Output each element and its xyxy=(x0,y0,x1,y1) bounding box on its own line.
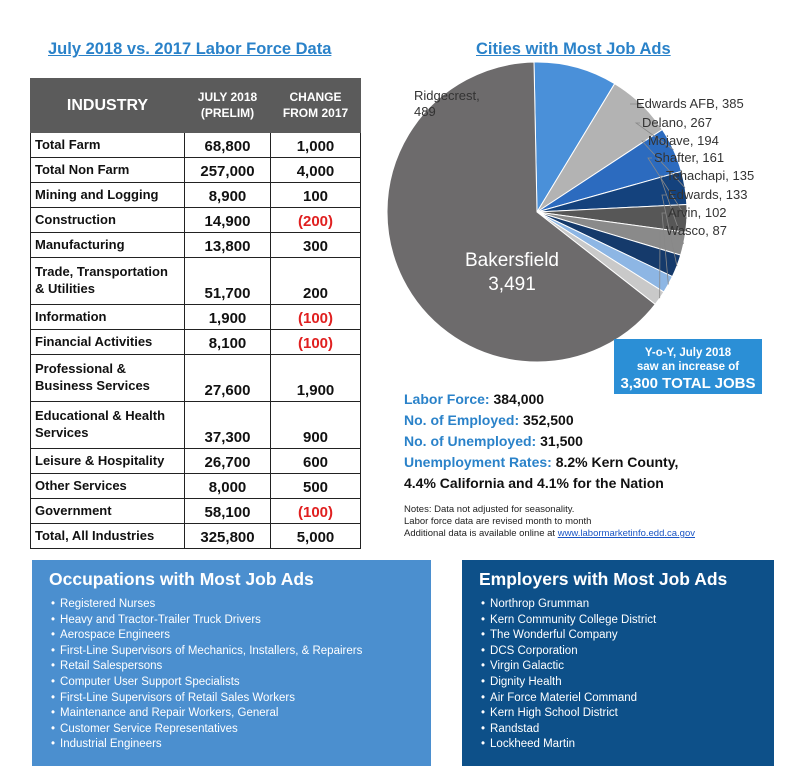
notes-line-3 xyxy=(404,528,695,540)
july-2018-cell: 8,900 xyxy=(185,183,271,208)
table-header-row xyxy=(31,79,361,133)
header-industry: INDUSTRY xyxy=(31,79,185,133)
table-row xyxy=(31,474,361,499)
unemployed-value: 31,500 xyxy=(540,433,583,449)
ridgecrest-label: Ridgecrest, xyxy=(414,88,480,103)
slice-label-shafter: Shafter, 161 xyxy=(654,150,725,165)
bakersfield-value: 3,491 xyxy=(488,274,536,295)
industry-cell: Information xyxy=(31,305,185,330)
july-2018-cell: 325,800 xyxy=(185,524,271,549)
yoy-line-1: Y-o-Y, July 2018 xyxy=(644,347,732,359)
employers-box xyxy=(462,560,774,766)
july-2018-cell: 27,600 xyxy=(185,355,271,402)
table-row xyxy=(31,233,361,258)
industry-cell: Total Non Farm xyxy=(31,158,185,183)
labor-force-table xyxy=(30,78,361,549)
industry-cell: Other Services xyxy=(31,474,185,499)
july-2018-cell: 257,000 xyxy=(185,158,271,183)
industry-cell: Mining and Logging xyxy=(31,183,185,208)
list-item: • Northrop Grumman xyxy=(481,597,774,613)
table-row xyxy=(31,524,361,549)
industry-cell: Leisure & Hospitality xyxy=(31,449,185,474)
table-row xyxy=(31,499,361,524)
industry-cell: Trade, Transportation & Utilities xyxy=(31,258,185,305)
industry-cell: Total Farm xyxy=(31,133,185,158)
industry-cell: Government xyxy=(31,499,185,524)
labor-force-value: 384,000 xyxy=(493,391,545,407)
slice-label-edwards-afb: Edwards AFB, 385 xyxy=(636,96,744,111)
july-2018-cell: 8,000 xyxy=(185,474,271,499)
pie-chart-title: Cities with Most Job Ads xyxy=(476,40,671,58)
occupations-list xyxy=(51,597,431,753)
change-cell: 200 xyxy=(271,258,361,305)
july-2018-cell: 37,300 xyxy=(185,402,271,449)
slice-label-tehachapi: Tehachapi, 135 xyxy=(666,168,755,183)
table-body xyxy=(31,133,361,549)
list-item: • Randstad xyxy=(481,722,774,738)
notes-line-3-text: Additional data is available online at xyxy=(404,528,558,539)
labor-force-stat xyxy=(404,391,544,407)
change-cell: (100) xyxy=(271,305,361,330)
list-item: • Registered Nurses xyxy=(51,597,431,613)
list-item: • Kern Community College District xyxy=(481,613,774,629)
slice-label-edwards: Edwards, 133 xyxy=(668,187,748,202)
list-item: • Heavy and Tractor-Trailer Truck Drivers xyxy=(51,613,431,629)
change-cell: 100 xyxy=(271,183,361,208)
list-item: • Industrial Engineers xyxy=(51,737,431,753)
list-item: • First-Line Supervisors of Retail Sales Workers xyxy=(51,691,431,707)
change-cell: 300 xyxy=(271,233,361,258)
july-2018-cell: 13,800 xyxy=(185,233,271,258)
labor-force-label: Labor Force: xyxy=(404,391,490,407)
notes xyxy=(404,504,695,540)
july-2018-cell: 51,700 xyxy=(185,258,271,305)
ridgecrest-value: 489 xyxy=(414,104,436,119)
table-row xyxy=(31,449,361,474)
industry-cell: Professional & Business Services xyxy=(31,355,185,402)
change-cell: (200) xyxy=(271,208,361,233)
list-item: • Customer Service Representatives xyxy=(51,722,431,738)
bakersfield-label: Bakersfield xyxy=(465,250,559,271)
yoy-increase-box xyxy=(614,339,762,394)
list-item: • Lockheed Martin xyxy=(481,737,774,753)
list-item: • Air Force Materiel Command xyxy=(481,691,774,707)
july-2018-cell: 14,900 xyxy=(185,208,271,233)
change-cell: 5,000 xyxy=(271,524,361,549)
table-row xyxy=(31,330,361,355)
list-item: • Retail Salespersons xyxy=(51,659,431,675)
list-item: • The Wonderful Company xyxy=(481,628,774,644)
table-row xyxy=(31,258,361,305)
employed-stat xyxy=(404,412,574,428)
slice-label-delano: Delano, 267 xyxy=(642,115,713,130)
list-item: • Computer User Support Specialists xyxy=(51,675,431,691)
industry-cell: Construction xyxy=(31,208,185,233)
employers-title: Employers with Most Job Ads xyxy=(479,569,728,589)
table-row xyxy=(31,402,361,449)
header-change: CHANGE FROM 2017 xyxy=(271,79,361,133)
employers-list xyxy=(481,597,774,753)
table-row xyxy=(31,208,361,233)
notes-line-2: Labor force data are revised month to month xyxy=(404,516,592,527)
change-cell: 4,000 xyxy=(271,158,361,183)
yoy-line-2: saw an increase of xyxy=(636,361,740,373)
list-item: • Dignity Health xyxy=(481,675,774,691)
change-cell: 900 xyxy=(271,402,361,449)
table-title: July 2018 vs. 2017 Labor Force Data xyxy=(48,40,332,58)
july-2018-cell: 8,100 xyxy=(185,330,271,355)
change-cell: 1,900 xyxy=(271,355,361,402)
slice-label-arvin: Arvin, 102 xyxy=(668,205,727,220)
table-row xyxy=(31,305,361,330)
unemployment-rates-label: Unemployment Rates: xyxy=(404,454,552,470)
job-ads-pie-chart xyxy=(380,60,770,370)
july-2018-cell: 58,100 xyxy=(185,499,271,524)
employed-value: 352,500 xyxy=(523,412,574,428)
change-cell: 500 xyxy=(271,474,361,499)
occupations-title: Occupations with Most Job Ads xyxy=(49,569,314,589)
industry-cell: Financial Activities xyxy=(31,330,185,355)
list-item: • Kern High School District xyxy=(481,706,774,722)
unemployment-rates-value: 8.2% Kern County, xyxy=(555,454,679,470)
unemployed-stat xyxy=(404,433,583,449)
change-cell: 600 xyxy=(271,449,361,474)
employed-label: No. of Employed: xyxy=(404,412,520,428)
list-item: • Virgin Galactic xyxy=(481,659,774,675)
table-row xyxy=(31,355,361,402)
industry-cell: Educational & Health Services xyxy=(31,402,185,449)
july-2018-cell: 26,700 xyxy=(185,449,271,474)
unemployment-rates-line2: 4.4% California and 4.1% for the Nation xyxy=(404,475,664,491)
change-cell: (100) xyxy=(271,330,361,355)
table-row xyxy=(31,133,361,158)
unemployment-rates-stat xyxy=(404,454,678,470)
list-item: • First-Line Supervisors of Mechanics, Installers, & Repairers xyxy=(51,644,431,660)
change-cell: (100) xyxy=(271,499,361,524)
occupations-box xyxy=(32,560,431,766)
july-2018-cell: 68,800 xyxy=(185,133,271,158)
unemployed-label: No. of Unemployed: xyxy=(404,433,537,449)
change-cell: 1,000 xyxy=(271,133,361,158)
table-row xyxy=(31,183,361,208)
list-item: • DCS Corporation xyxy=(481,644,774,660)
labormarketinfo-link[interactable]: www.labormarketinfo.edd.ca.gov xyxy=(557,528,695,539)
industry-cell: Total, All Industries xyxy=(31,524,185,549)
list-item: • Maintenance and Repair Workers, General xyxy=(51,706,431,722)
july-2018-cell: 1,900 xyxy=(185,305,271,330)
notes-line-1: Notes: Data not adjusted for seasonality. xyxy=(404,504,575,515)
table-row xyxy=(31,158,361,183)
slice-label-mojave: Mojave, 194 xyxy=(648,133,719,148)
industry-cell: Manufacturing xyxy=(31,233,185,258)
yoy-total-jobs: 3,300 TOTAL JOBS xyxy=(620,375,756,392)
slice-label-wasco: Wasco, 87 xyxy=(666,223,727,238)
header-july-2018: JULY 2018 (PRELIM) xyxy=(185,79,271,133)
list-item: • Aerospace Engineers xyxy=(51,628,431,644)
